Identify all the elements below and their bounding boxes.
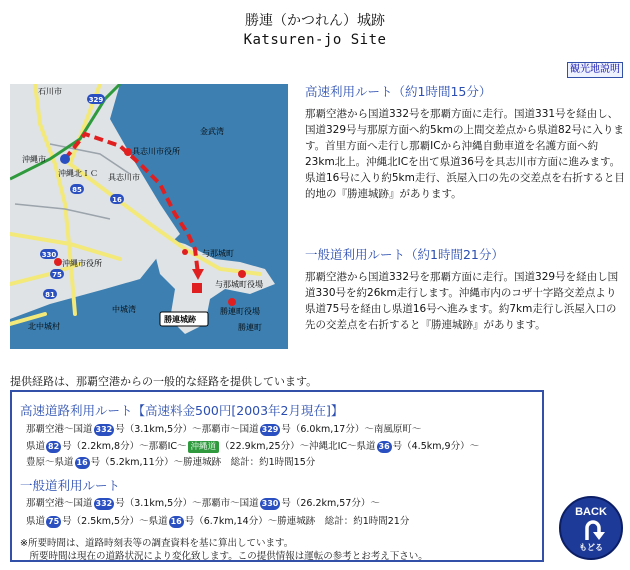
expressway-badge: 沖縄道 xyxy=(188,441,220,453)
label-yonashiro-town: 与那城町 xyxy=(202,249,234,258)
road-shield-icon: 75 xyxy=(48,516,60,526)
label-ishikawa: 石川市 xyxy=(38,87,62,96)
route-text: 那覇空港～国道 xyxy=(26,424,93,435)
road-shield-330-label: 330 xyxy=(41,251,57,259)
general-line-2 xyxy=(26,515,409,529)
u-turn-arrow-icon xyxy=(581,518,605,542)
marker-okinawa-ic xyxy=(60,154,70,164)
route-map xyxy=(10,84,288,349)
label-okinawa-city: 沖縄市 xyxy=(22,155,46,164)
label-gushikawa-office: 具志川市役所 xyxy=(132,147,180,156)
route-text: 豊原～県道 xyxy=(26,457,74,468)
route-caption: 提供経路は、那覇空港からの一般的な経路を提供しています。 xyxy=(10,375,318,388)
route-text: 号（2.5km,5分）～県道 xyxy=(62,516,168,527)
back-button-sublabel: もどる xyxy=(579,543,603,552)
castle-marker xyxy=(192,283,202,293)
expressway-route-text: 那覇空港から国道332号を那覇方面に走行。国道331号を経由し、国道329号与那原方面へ約5kmの上間交差点から県道82号に入ります。首里方面へ走行し那覇ICから沖縄自動車道を名護方面へ約23km北上。沖縄北ICを出て県道36号を具志川市方面に進みます。県道16号に入り約5km走行、浜屋入口の先の交差点を右折すると目的地の『勝連城跡』があります。 xyxy=(305,108,625,200)
general-route-panel xyxy=(305,245,625,333)
page-subtitle: Katsuren-jo Site xyxy=(243,32,387,48)
marker-okinawa-office xyxy=(54,258,62,266)
expressway-line-3 xyxy=(26,456,315,470)
route-detail-box xyxy=(10,390,544,562)
general-route-title: 一般道利用ルート（約1時間21分） xyxy=(305,247,504,262)
page-title: 勝連（かつれん）城跡 xyxy=(245,13,385,29)
route-text: 号（5.2km,11分）～勝連城跡 総計：約1時間15分 xyxy=(90,457,316,468)
time-note-2: 所要時間は現在の道路状況により変化致します。この提供情報は運転の参考とお考え下さい。 xyxy=(20,551,428,562)
tourism-info-button[interactable]: 観光地説明 xyxy=(567,62,623,78)
route-text: 号（3.1km,5分）～那覇市～国道 xyxy=(115,498,259,509)
marker-gushikawa-office xyxy=(124,148,132,156)
route-text: 号（3.1km,5分）～那覇市～国道 xyxy=(115,424,259,435)
route-text: 県道 xyxy=(26,516,46,527)
road-shield-icon: 332 xyxy=(95,424,113,434)
expressway-line-1 xyxy=(26,423,421,437)
route-text: 号（4.5km,9分）～ xyxy=(392,441,480,452)
route-text: 号（6.0km,17分）～南風原町～ xyxy=(281,424,422,435)
label-yonashiro-office: 与那城町役場 xyxy=(215,280,263,289)
label-castle: 勝連城跡 xyxy=(164,315,196,324)
expressway-route-panel xyxy=(305,82,625,202)
route-text: （22.9km,25分）～沖縄北IC～県道 xyxy=(220,441,376,452)
route-text: 那覇空港～国道 xyxy=(26,498,93,509)
general-route-text: 那覇空港から国道332号を那覇方面に走行。国道329号を経由し国道330号を約26km走行します。沖縄市内のコザ十字路交差点より県道75号を経由し県道16号へ進みます。約7km走行し浜屋入口の先の交差点を右折すると『勝連城跡』があります。 xyxy=(305,271,619,331)
label-gushikawa-city: 具志川市 xyxy=(108,173,140,182)
general-line-1 xyxy=(26,497,380,511)
back-button-label: BACK xyxy=(575,506,607,518)
label-nakagusuku: 北中城村 xyxy=(28,322,60,331)
back-button[interactable] xyxy=(559,496,623,560)
route-text: 号（26.2km,57分）～ xyxy=(281,498,380,509)
marker-yonashiro-town xyxy=(182,249,188,255)
road-shield-icon: 16 xyxy=(76,457,88,467)
general-detail-title: 一般道利用ルート xyxy=(20,478,121,493)
expressway-detail-title: 高速道路利用ルート【高速料金500円[2003年2月現在]】 xyxy=(20,403,344,418)
road-shield-329-label: 329 xyxy=(88,96,104,104)
label-nakagusuku-bay: 中城湾 xyxy=(112,305,136,314)
label-okinawa-ic: 沖縄北ＩＣ xyxy=(58,169,98,178)
label-katsuren-office: 勝連町役場 xyxy=(220,307,260,316)
route-text: 号（6.7km,14分）～勝連城跡 総計：約1時間21分 xyxy=(184,516,410,527)
label-katsuren-town: 勝連町 xyxy=(238,323,262,332)
marker-katsuren-office xyxy=(228,298,236,306)
marker-yonashiro-office xyxy=(238,270,246,278)
road-shield-icon: 16 xyxy=(170,516,182,526)
road-shield-75-label: 75 xyxy=(52,271,62,279)
label-kin-bay: 金武湾 xyxy=(200,127,224,136)
road-shield-icon: 330 xyxy=(261,498,279,508)
expressway-line-2 xyxy=(26,440,479,454)
route-text: 号（2.2km,8分）～那覇IC～ xyxy=(62,441,187,452)
road-shield-81-label: 81 xyxy=(45,291,55,299)
road-shield-icon: 329 xyxy=(261,424,279,434)
road-shield-85-label: 85 xyxy=(72,186,82,194)
road-shield-icon: 332 xyxy=(95,498,113,508)
label-okinawa-office: 沖縄市役所 xyxy=(62,259,102,268)
road-shield-icon: 82 xyxy=(48,441,60,451)
route-text: 県道 xyxy=(26,441,46,452)
expressway-route-title: 高速利用ルート（約1時間15分） xyxy=(305,84,492,99)
road-shield-icon: 36 xyxy=(378,441,390,451)
road-shield-16-label: 16 xyxy=(112,196,122,204)
time-note-1: ※所要時間は、道路時刻表等の調査資料を基に算出しています。 xyxy=(20,538,294,549)
